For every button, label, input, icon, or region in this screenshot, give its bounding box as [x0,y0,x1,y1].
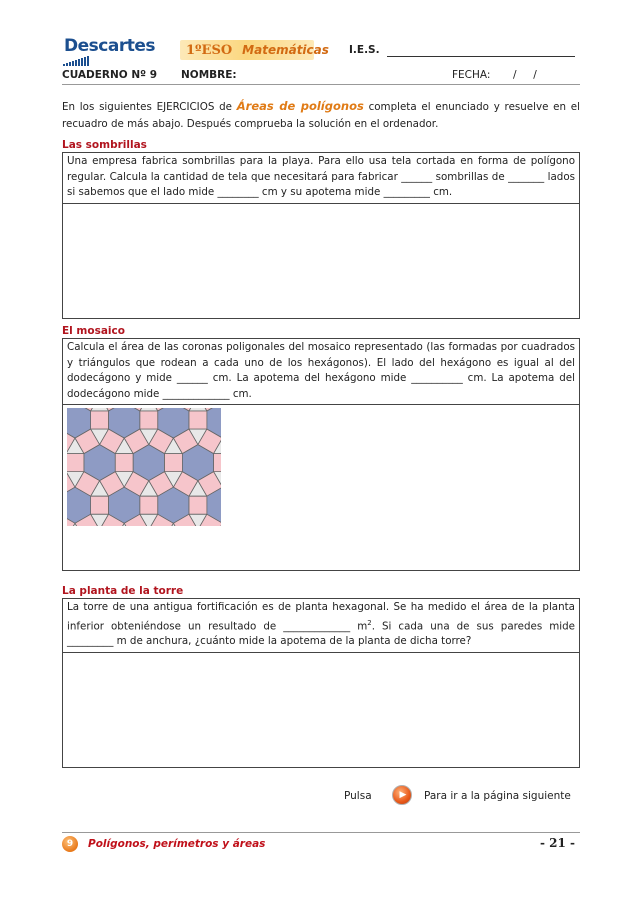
exercise-title-torre: La planta de la torre [62,585,184,597]
exercise-box-torre [62,598,580,768]
descartes-logo: Descartes [64,36,155,56]
mosaic-square [91,411,109,429]
answer-area[interactable] [63,204,579,314]
mosaic-square [140,496,158,514]
next-page-label: Para ir a la página siguiente [424,790,571,802]
pulsa-label: Pulsa [344,790,372,802]
mosaic-square [189,496,207,514]
ies-fill-line [387,56,575,57]
exercise-statement: La torre de una antigua fortificación es de planta hexagonal. Se ha medido el área de la planta inferior obteniéndose un resultado de _____________ $m^2$. Si cada una de sus paredes mide _________ m de anchura, ¿cuánto mide la apotema de la planta de dicha torre? [63,599,579,653]
mosaic-square [91,496,109,514]
name-label: NOMBRE: [181,69,237,81]
ies-label: I.E.S. [349,44,380,56]
mosaic-square [67,454,84,472]
exercise-box-sombrillas [62,152,580,319]
header-divider [62,84,580,85]
intro-paragraph: En los siguientes EJERCICIOS de Áreas de polígonos completa el enunciado y resuelve en el recuadro de más abajo. Después comprueba la solución en el ordenador. [62,99,580,130]
mosaic-square [214,454,222,472]
subject-label: Matemáticas [242,43,329,57]
play-arrow-icon: ▶ [399,790,407,800]
next-page-button[interactable] [392,785,412,805]
exercise-statement: Una empresa fabrica sombrillas para la playa. Para ello usa tela cortada en forma de polígono regular. Calcula la cantidad de tela que necesitará para fabricar ______ sombrillas de _______ lados si sabemos que el lado mide ________ cm y su apotema mide _________ cm. [63,153,579,204]
mosaic-square [140,411,158,429]
exercise-statement: Calcula el área de las coronas poligonales del mosaico representado (las formadas por cuadrados y triángulos que rodean a cada uno de los hexágonos). El lado del hexágono es igual al del dodecágono y mide ______ cm. La apotema del hexágono mide __________ cm. La apotema del dodecágono mide _____________ cm. [63,339,579,405]
page-number: - 21 - [540,836,576,850]
chapter-title: Polígonos, perímetros y áreas [88,838,266,850]
mosaic-square [115,454,133,472]
course-banner [180,40,329,60]
topic-title: Áreas de polígonos [236,99,364,113]
footer-divider [62,832,580,833]
logo-signal-icon [63,56,89,66]
answer-area[interactable] [63,653,579,753]
exercise-title-sombrillas: Las sombrillas [62,139,147,151]
mosaic-square [189,411,207,429]
course-label: 1ºESO [186,42,233,58]
date-slashes: / / [513,69,537,81]
date-label: FECHA: [452,69,491,81]
exercise-title-mosaico: El mosaico [62,325,125,337]
mosaic-square [164,454,182,472]
mosaic-image [67,408,221,526]
notebook-number: CUADERNO Nº 9 [62,69,158,81]
chapter-badge: 9 [62,836,78,852]
